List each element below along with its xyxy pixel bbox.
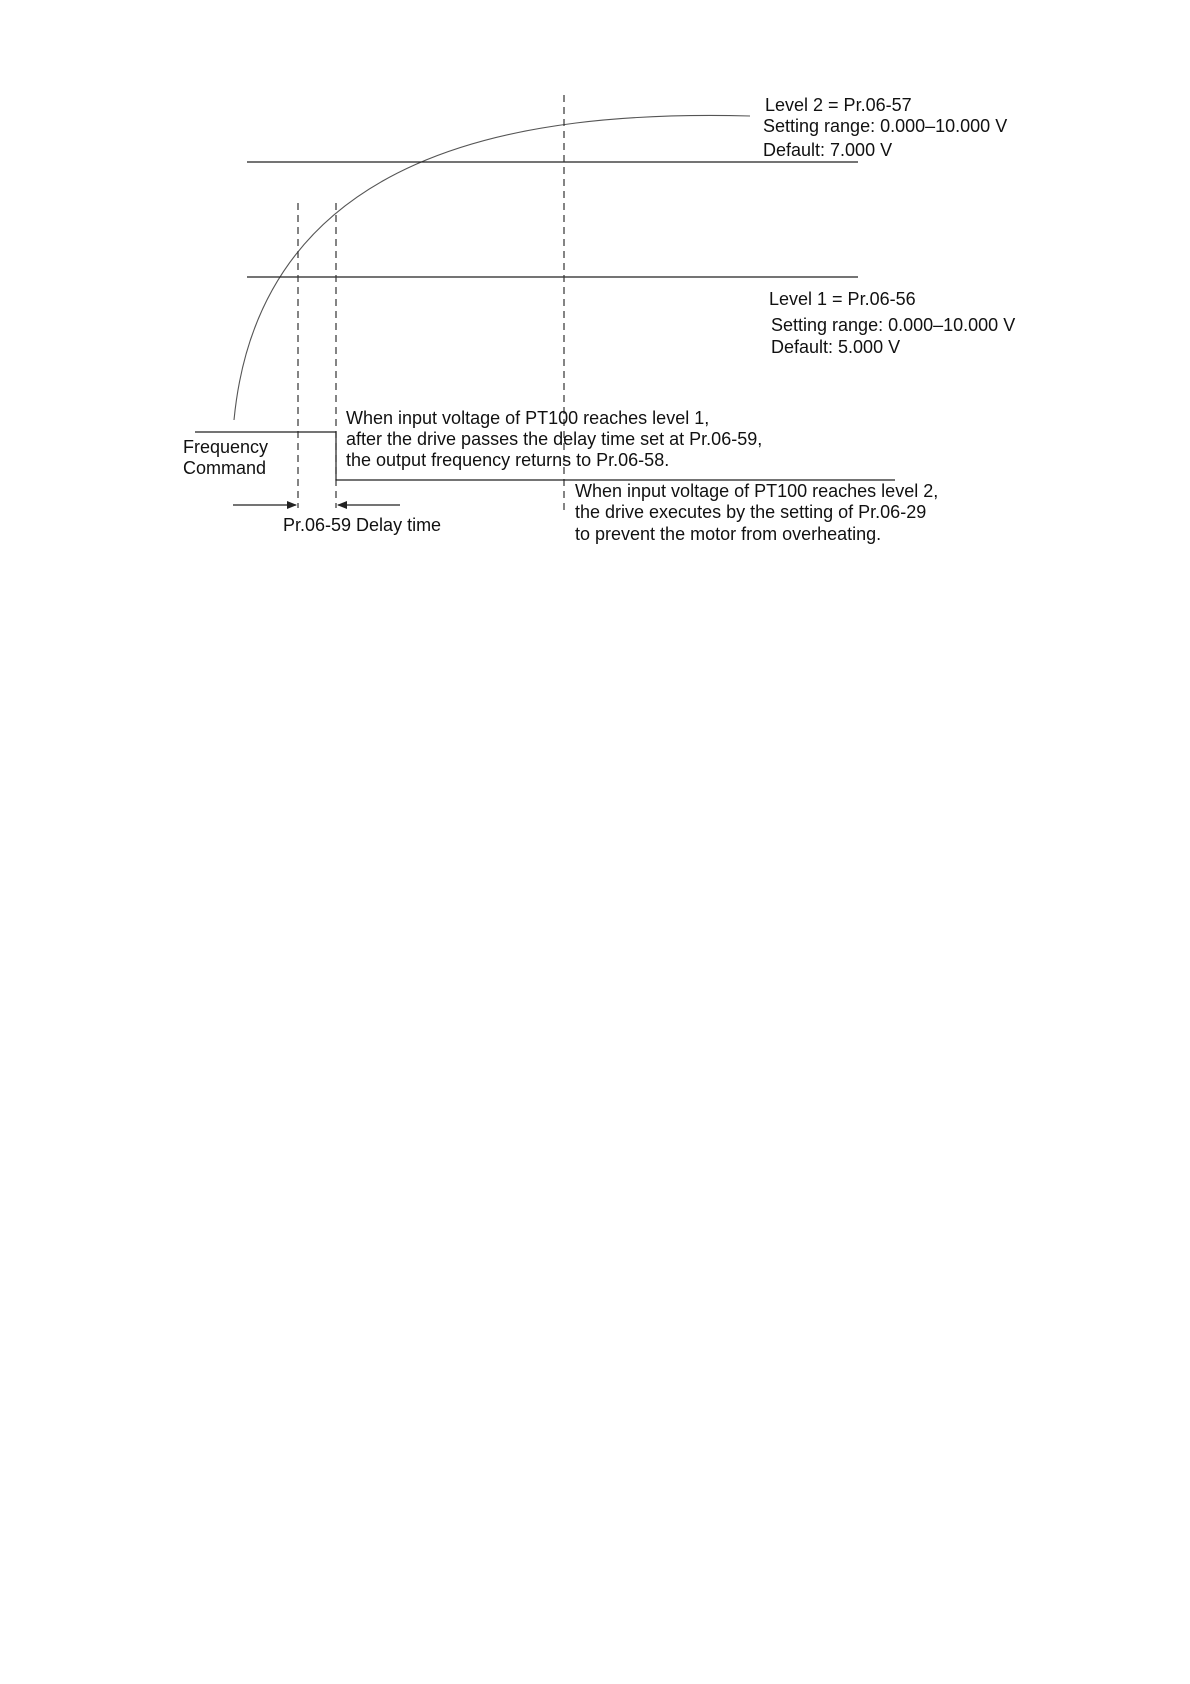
voltage-curve	[234, 115, 750, 420]
level2-note-line2: the drive executes by the setting of Pr.06-29	[575, 502, 927, 522]
level2-default: Default: 7.000 V	[763, 140, 893, 160]
level2-note-line3: to prevent the motor from overheating.	[575, 524, 882, 544]
level1-default: Default: 5.000 V	[771, 337, 901, 357]
level1-note-line3: the output frequency returns to Pr.06-58.	[346, 450, 670, 470]
level1-note-line2: after the drive passes the delay time set at Pr.06-59,	[346, 429, 763, 449]
level2-note-line1: When input voltage of PT100 reaches level 2,	[575, 481, 939, 501]
delay-time-label: Pr.06-59 Delay time	[283, 515, 442, 535]
level1-title: Level 1 = Pr.06-56	[769, 289, 916, 309]
frequency-command-label-line2: Command	[183, 458, 267, 478]
level1-note-line1: When input voltage of PT100 reaches level 1,	[346, 408, 710, 428]
level2-range: Setting range: 0.000–10.000 V	[763, 116, 1008, 136]
level1-range: Setting range: 0.000–10.000 V	[771, 315, 1016, 335]
frequency-command-label-line1: Frequency	[183, 437, 269, 457]
level2-title: Level 2 = Pr.06-57	[765, 95, 912, 115]
